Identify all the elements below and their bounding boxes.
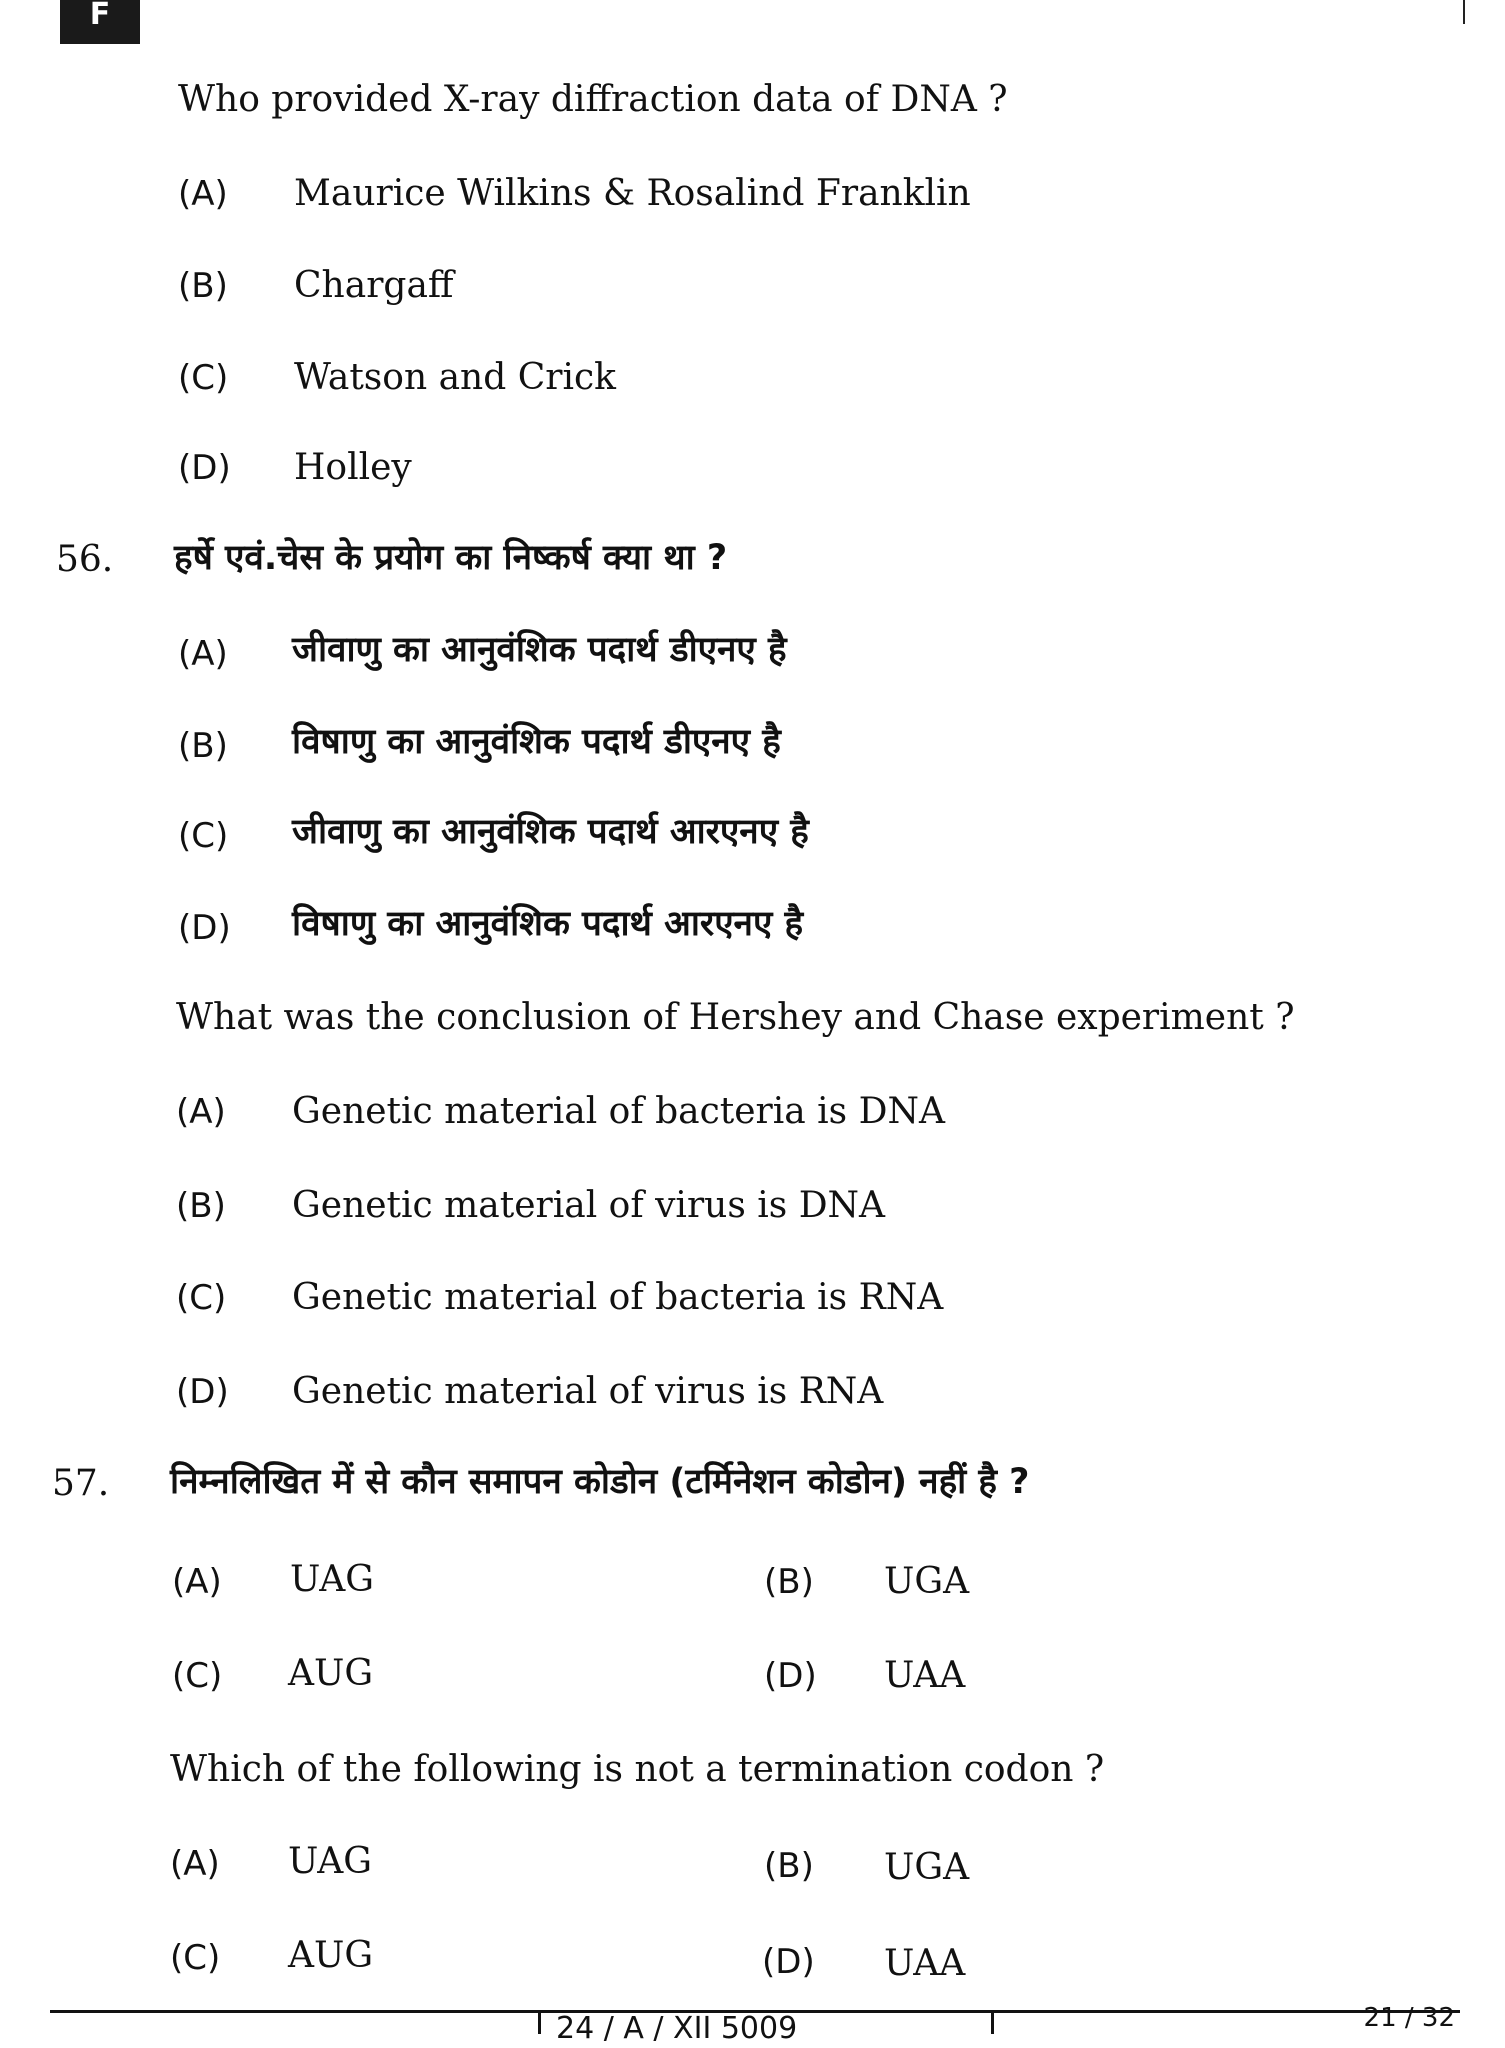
q57-en-option-c-text: AUG — [288, 1935, 374, 1976]
q57-en-option-a-letter: (A) — [170, 1844, 220, 1884]
q56-en-option-b-letter: (B) — [176, 1186, 226, 1226]
q57-en-option-d-text: UAA — [884, 1943, 966, 1984]
footer-page-number: 21 / 32 — [1363, 2003, 1455, 2033]
q57-hi-option-b-text: UGA — [884, 1561, 970, 1602]
q55-option-d-text: Holley — [294, 447, 412, 488]
q56-hi-option-d-letter: (D) — [178, 908, 231, 948]
q57-hi-option-a-text: UAG — [290, 1559, 374, 1600]
q57-question-en: Which of the following is not a termination codon ? — [170, 1749, 1105, 1790]
q56-hi-option-a-text: जीवाणु का आनुवंशिक पदार्थ डीएनए है — [292, 630, 787, 670]
q56-en-option-d-letter: (D) — [176, 1372, 229, 1412]
q56-hi-option-b-letter: (B) — [178, 726, 228, 766]
q55-option-c-letter: (C) — [178, 358, 229, 398]
q57-en-option-a-text: UAG — [288, 1841, 372, 1882]
q57-hi-option-b-letter: (B) — [764, 1562, 814, 1602]
q56-hi-option-a-letter: (A) — [178, 634, 228, 674]
set-badge: F — [60, 0, 140, 44]
q56-hi-option-b-text: विषाणु का आनुवंशिक पदार्थ डीएनए है — [292, 722, 781, 762]
q57-hi-option-c-text: AUG — [288, 1653, 374, 1694]
q56-hi-option-c-text: जीवाणु का आनुवंशिक पदार्थ आरएनए है — [292, 812, 809, 852]
q57-hi-option-c-letter: (C) — [172, 1656, 223, 1696]
q57-en-option-b-letter: (B) — [764, 1846, 814, 1886]
footer-exam-code: 24 / A / XII 5009 — [556, 2011, 798, 2046]
top-right-rule — [1463, 0, 1465, 24]
q55-option-b-text: Chargaff — [294, 265, 454, 306]
q57-hi-option-d-text: UAA — [884, 1655, 966, 1696]
q57-hi-option-d-letter: (D) — [764, 1656, 817, 1696]
q56-en-option-c-letter: (C) — [176, 1278, 227, 1318]
q55-option-d-letter: (D) — [178, 448, 231, 488]
q55-question-en: Who provided X-ray diffraction data of DNA ? — [178, 79, 1008, 120]
q57-number: 57. — [52, 1463, 110, 1504]
q57-en-option-c-letter: (C) — [170, 1938, 221, 1978]
q57-en-option-b-text: UGA — [884, 1847, 970, 1888]
q56-en-option-d-text: Genetic material of virus is RNA — [292, 1371, 884, 1412]
q55-option-a-letter: (A) — [178, 174, 228, 214]
q56-en-option-b-text: Genetic material of virus is DNA — [292, 1185, 886, 1226]
q56-number: 56. — [56, 539, 114, 580]
q57-en-option-d-letter: (D) — [762, 1942, 815, 1982]
q56-question-en: What was the conclusion of Hershey and Chase experiment ? — [176, 997, 1295, 1038]
q57-hi-option-a-letter: (A) — [172, 1562, 222, 1602]
q57-question-hi: निम्नलिखित में से कौन समापन कोडोन (टर्मिनेशन कोडोन) नहीं है ? — [170, 1462, 1030, 1502]
q56-hi-option-d-text: विषाणु का आनुवंशिक पदार्थ आरएनए है — [292, 904, 804, 944]
q56-en-option-a-letter: (A) — [176, 1092, 226, 1132]
q55-option-c-text: Watson and Crick — [294, 357, 616, 398]
q55-option-b-letter: (B) — [178, 266, 228, 306]
q56-hi-option-c-letter: (C) — [178, 816, 229, 856]
q56-en-option-c-text: Genetic material of bacteria is RNA — [292, 1277, 944, 1318]
q56-en-option-a-text: Genetic material of bacteria is DNA — [292, 1091, 945, 1132]
q56-question-hi: हर्षे एवं.चेस के प्रयोग का निष्कर्ष क्या था ? — [174, 538, 728, 578]
q55-option-a-text: Maurice Wilkins & Rosalind Franklin — [294, 173, 971, 214]
